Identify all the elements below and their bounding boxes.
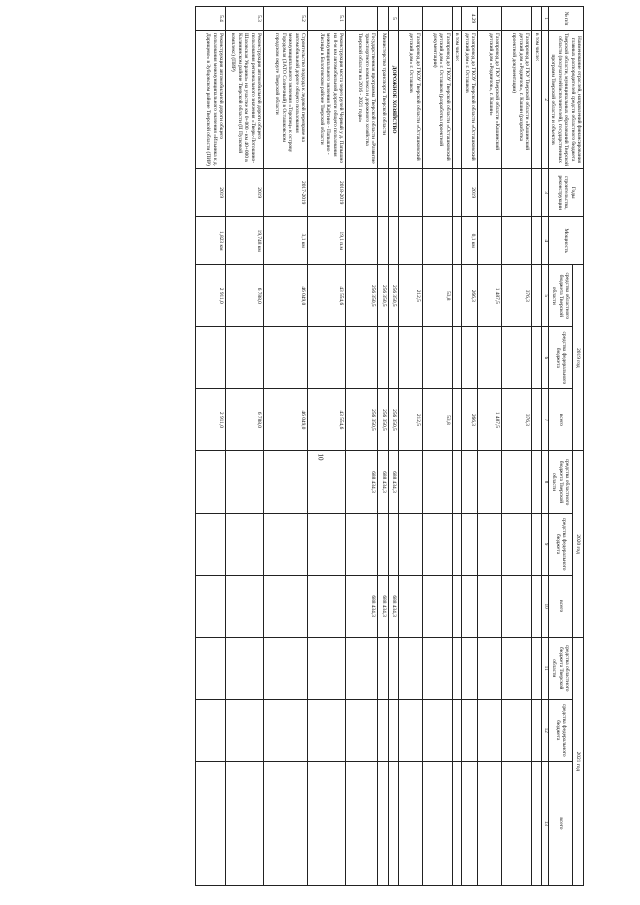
- cell-i: [462, 761, 478, 885]
- cell-i: [452, 761, 461, 885]
- table-row: [226, 7, 264, 886]
- header-name: Наименование отраслей, направлений финансирования главных распорядителей средств областного бюджета Тверской области, муниципальных образований Тверской области (получателей/исполнителей), государственных программ Тверской области и объектов: [548, 31, 583, 169]
- cell-a: [452, 265, 461, 327]
- cell-c: 6 788,0: [226, 389, 264, 451]
- cell-f: [452, 575, 461, 637]
- cell-b: [196, 327, 226, 389]
- cell-b: [378, 327, 389, 389]
- cell-years: 2019: [462, 169, 478, 217]
- cell-years: [422, 169, 452, 217]
- cell-years: 2019: [226, 169, 264, 217]
- table-row: [398, 7, 422, 886]
- header-years: Годы строительства, реконструкции: [548, 169, 583, 217]
- header-2020-total: всего: [548, 575, 573, 637]
- table-row: [478, 7, 502, 886]
- cell-e: [398, 513, 422, 575]
- cell-years: [478, 169, 502, 217]
- table-row: [389, 7, 398, 886]
- table-row: [264, 7, 308, 886]
- cell-num: 4.29: [462, 7, 478, 31]
- cell-num: 5.1: [308, 7, 346, 31]
- cell-c: 46 049,0: [264, 389, 308, 451]
- table-row: [452, 7, 461, 886]
- cell-h: [452, 699, 461, 761]
- cell-e: [422, 513, 452, 575]
- cell-years: [532, 169, 541, 217]
- header-2020-fed: средства федерального бюджета: [548, 513, 573, 575]
- cell-b: [478, 327, 502, 389]
- cell-f: [462, 575, 478, 637]
- cell-i: [422, 761, 452, 885]
- cell-g: [478, 637, 502, 699]
- cell-b: [226, 327, 264, 389]
- cell-cap: [346, 217, 378, 265]
- investment-table: [195, 6, 584, 886]
- table-row: [378, 7, 389, 886]
- cell-i: [478, 761, 502, 885]
- col-number: 4: [541, 217, 548, 265]
- cell-f: [264, 575, 308, 637]
- cell-f: [196, 575, 226, 637]
- cell-i: [389, 761, 398, 885]
- cell-g: [196, 637, 226, 699]
- cell-num: [378, 7, 389, 31]
- cell-cap: [422, 217, 452, 265]
- cell-name: Реконструкция автомобильной дороги общего пользования межмуниципального значения «Ильинка к д. Дарищево» в Зубцовском районе Тверской области (ПИР): [196, 31, 226, 169]
- cell-h: [398, 699, 422, 761]
- cell-years: [452, 169, 461, 217]
- header-2019: 2019 год: [573, 265, 584, 451]
- cell-d: [196, 451, 226, 513]
- cell-c: [452, 389, 461, 451]
- cell-num: 5.4: [196, 7, 226, 31]
- cell-cap: [398, 217, 422, 265]
- cell-num: [452, 7, 461, 31]
- cell-g: [422, 637, 452, 699]
- cell-name: Газопровод до ГКОУ Тверской области «Осташковский детский дом» г. Осташков (разработка проектной документации): [422, 31, 452, 169]
- cell-cap: 3,1 км: [264, 217, 308, 265]
- cell-g: [389, 637, 398, 699]
- cell-name: Газопровод до ГКОУ Тверской области «Осташковский детский дом» г. Осташков: [398, 31, 422, 169]
- table-row: [308, 7, 346, 886]
- cell-b: [452, 327, 461, 389]
- cell-i: [502, 761, 532, 885]
- cell-cap: [532, 217, 541, 265]
- cell-e: [532, 513, 541, 575]
- cell-c: 256 350,5: [378, 389, 389, 451]
- cell-g: [452, 637, 461, 699]
- header-2020-obl: средства областного бюджета Тверской области: [548, 451, 573, 513]
- cell-num: [478, 7, 502, 31]
- table-row: [196, 7, 226, 886]
- cell-d: [478, 451, 502, 513]
- cell-years: [346, 169, 378, 217]
- table-body: [196, 7, 541, 886]
- col-number: 5: [541, 265, 548, 327]
- column-number-row: [541, 7, 548, 886]
- cell-e: [378, 513, 389, 575]
- cell-years: 2018-2019: [308, 169, 346, 217]
- header-num: № п/п: [548, 7, 583, 31]
- cell-e: [196, 513, 226, 575]
- cell-name: в том числе:: [452, 31, 461, 169]
- cell-e: [389, 513, 398, 575]
- cell-a: [532, 265, 541, 327]
- cell-e: [462, 513, 478, 575]
- cell-d: 688 434,3: [346, 451, 378, 513]
- table-row: [346, 7, 378, 886]
- cell-years: 2019: [196, 169, 226, 217]
- cell-num: [532, 7, 541, 31]
- cell-years: 2017-2019: [264, 169, 308, 217]
- cell-c: 376,3: [502, 389, 532, 451]
- cell-g: [398, 637, 422, 699]
- col-number: 11: [541, 637, 548, 699]
- header-2019-fed: средства федерального бюджета: [548, 327, 573, 389]
- cell-h: [462, 699, 478, 761]
- table-row: [502, 7, 532, 886]
- cell-c: 53,8: [422, 389, 452, 451]
- cell-name: Строительство подхода к ледовой переправе на автомобильной дороге общего пользования межмуниципального значения «Торопец» к острову Городомля (ЗАТО Солнечный) в Осташковском городском округе Тверской области: [264, 31, 308, 169]
- cell-name: Газопровод до ГКУ Тверской области «Кашинский детский дом «Родничок», г. Кашин»: [478, 31, 502, 169]
- cell-e: [226, 513, 264, 575]
- header-2020: 2020 год: [573, 451, 584, 637]
- cell-i: [264, 761, 308, 885]
- cell-c: [532, 389, 541, 451]
- cell-d: [452, 451, 461, 513]
- cell-a: 2 911,0: [196, 265, 226, 327]
- cell-a: 6 788,0: [226, 265, 264, 327]
- cell-num: [346, 7, 378, 31]
- cell-f: [532, 575, 541, 637]
- col-number: 1: [541, 7, 548, 31]
- cell-h: [346, 699, 378, 761]
- cell-e: [264, 513, 308, 575]
- cell-h: [478, 699, 502, 761]
- cell-cap: 0,1 км: [462, 217, 478, 265]
- cell-name: Реконструкция моста через ручей Черный у д. Папышно на 8-м км автомобильной дороги общего пользования межмуниципального значения Кафтино - Папышно - Лисицы в Бологовском районе Тверской области: [308, 31, 346, 169]
- cell-a: 212,5: [398, 265, 422, 327]
- cell-name: ДОРОЖНОЕ ХОЗЯЙСТВО: [389, 31, 398, 169]
- cell-h: [196, 699, 226, 761]
- cell-num: [502, 7, 532, 31]
- cell-name: Министерство транспорта Тверской области: [378, 31, 389, 169]
- cell-name: Государственная программа Тверской области «Развитие транспортного комплекса и дорожного хозяйства Тверской области на 2016 - 2021 годы»: [346, 31, 378, 169]
- cell-cap: [502, 217, 532, 265]
- cell-a: 266,3: [462, 265, 478, 327]
- cell-b: [502, 327, 532, 389]
- cell-b: [532, 327, 541, 389]
- cell-num: 5.3: [226, 7, 264, 31]
- header-2019-obl: средства областного бюджета Тверской области: [548, 265, 573, 327]
- cell-h: [226, 699, 264, 761]
- cell-b: [389, 327, 398, 389]
- cell-a: 43 554,6: [308, 265, 346, 327]
- cell-cap: [378, 217, 389, 265]
- cell-d: [308, 451, 346, 513]
- cell-b: [398, 327, 422, 389]
- cell-a: 256 350,5: [346, 265, 378, 327]
- col-number: 3: [541, 169, 548, 217]
- cell-f: [398, 575, 422, 637]
- cell-i: [532, 761, 541, 885]
- cell-e: [478, 513, 502, 575]
- cell-h: [308, 699, 346, 761]
- col-number: 12: [541, 699, 548, 761]
- cell-f: [226, 575, 264, 637]
- cell-h: [422, 699, 452, 761]
- header-2021: 2021 год: [573, 637, 584, 885]
- cell-i: [378, 761, 389, 885]
- header-capacity: Мощность: [548, 217, 583, 265]
- cell-c: 212,5: [398, 389, 422, 451]
- cell-name: Реконструкция автомобильной дороги общего пользования регионального значения «Тверь-Лотошино-Шаховская Украина» на участке км 0+000 - км 40+000 в Калининском районе Тверской области (II Пусковой комплекс) (ПИР): [226, 31, 264, 169]
- cell-e: [346, 513, 378, 575]
- cell-d: [398, 451, 422, 513]
- cell-name: в том числе:: [532, 31, 541, 169]
- cell-d: [264, 451, 308, 513]
- col-number: 6: [541, 327, 548, 389]
- cell-cap: [389, 217, 398, 265]
- cell-g: [264, 637, 308, 699]
- cell-c: 256 350,5: [346, 389, 378, 451]
- cell-g: [346, 637, 378, 699]
- header-2021-total: всего: [548, 761, 573, 885]
- cell-years: [398, 169, 422, 217]
- cell-i: [226, 761, 264, 885]
- col-number: 13: [541, 761, 548, 885]
- cell-d: [532, 451, 541, 513]
- cell-years: [378, 169, 389, 217]
- table-row: [462, 7, 478, 886]
- cell-name: Газопровод до ГКОУ Тверской области «Осташковский детский дом» г. Осташков: [462, 31, 478, 169]
- cell-name: Газопровод до ГКУ Тверской области «Кашинский детский дом «Родничок», г. Кашин (разработка проектной документации): [502, 31, 532, 169]
- cell-e: [308, 513, 346, 575]
- cell-f: [308, 575, 346, 637]
- header-2019-total: всего: [548, 389, 573, 451]
- page-number: 10: [316, 453, 325, 461]
- cell-cap: [452, 217, 461, 265]
- cell-c: 43 554,6: [308, 389, 346, 451]
- cell-f: 688 434,3: [346, 575, 378, 637]
- cell-a: 53,8: [422, 265, 452, 327]
- col-number: 10: [541, 575, 548, 637]
- cell-num: [422, 7, 452, 31]
- cell-num: 5.2: [264, 7, 308, 31]
- cell-cap: 19,748 км: [226, 217, 264, 265]
- cell-years: [389, 169, 398, 217]
- cell-c: 266,3: [462, 389, 478, 451]
- cell-f: [478, 575, 502, 637]
- cell-e: [452, 513, 461, 575]
- col-number: 9: [541, 513, 548, 575]
- cell-d: 688 434,3: [378, 451, 389, 513]
- cell-d: [462, 451, 478, 513]
- col-number: 8: [541, 451, 548, 513]
- cell-c: 2 911,0: [196, 389, 226, 451]
- cell-g: [462, 637, 478, 699]
- cell-b: [308, 327, 346, 389]
- cell-i: [308, 761, 346, 885]
- cell-b: [422, 327, 452, 389]
- col-number: 2: [541, 31, 548, 169]
- cell-cap: 1,823 км: [196, 217, 226, 265]
- cell-h: [389, 699, 398, 761]
- cell-i: [346, 761, 378, 885]
- cell-a: 256 350,5: [389, 265, 398, 327]
- cell-h: [502, 699, 532, 761]
- header-2021-obl: средства областного бюджета Тверской области: [548, 637, 573, 699]
- cell-h: [378, 699, 389, 761]
- cell-g: [532, 637, 541, 699]
- cell-g: [226, 637, 264, 699]
- cell-d: [502, 451, 532, 513]
- cell-a: 46 049,0: [264, 265, 308, 327]
- cell-a: 256 350,5: [378, 265, 389, 327]
- cell-c: 1 487,5: [478, 389, 502, 451]
- cell-d: [422, 451, 452, 513]
- cell-b: [264, 327, 308, 389]
- cell-f: [502, 575, 532, 637]
- cell-b: [346, 327, 378, 389]
- cell-d: [226, 451, 264, 513]
- cell-i: [196, 761, 226, 885]
- cell-g: [502, 637, 532, 699]
- cell-cap: [478, 217, 502, 265]
- cell-i: [398, 761, 422, 885]
- cell-years: [502, 169, 532, 217]
- rotated-table-sheet: [86, 6, 584, 886]
- col-number: 7: [541, 389, 548, 451]
- cell-c: 256 350,5: [389, 389, 398, 451]
- cell-b: [462, 327, 478, 389]
- cell-e: [502, 513, 532, 575]
- cell-f: [422, 575, 452, 637]
- cell-num: 5: [389, 7, 398, 31]
- cell-a: 376,3: [502, 265, 532, 327]
- cell-h: [532, 699, 541, 761]
- cell-d: 688 434,3: [389, 451, 398, 513]
- cell-g: [308, 637, 346, 699]
- table-row: [422, 7, 452, 886]
- cell-g: [378, 637, 389, 699]
- table-row: [532, 7, 541, 886]
- cell-cap: 19,1 п.м: [308, 217, 346, 265]
- cell-f: 688 434,3: [389, 575, 398, 637]
- cell-f: 688 434,3: [378, 575, 389, 637]
- cell-h: [264, 699, 308, 761]
- cell-a: 1 487,5: [478, 265, 502, 327]
- cell-num: [398, 7, 422, 31]
- header-2021-fed: средства федерального бюджета: [548, 699, 573, 761]
